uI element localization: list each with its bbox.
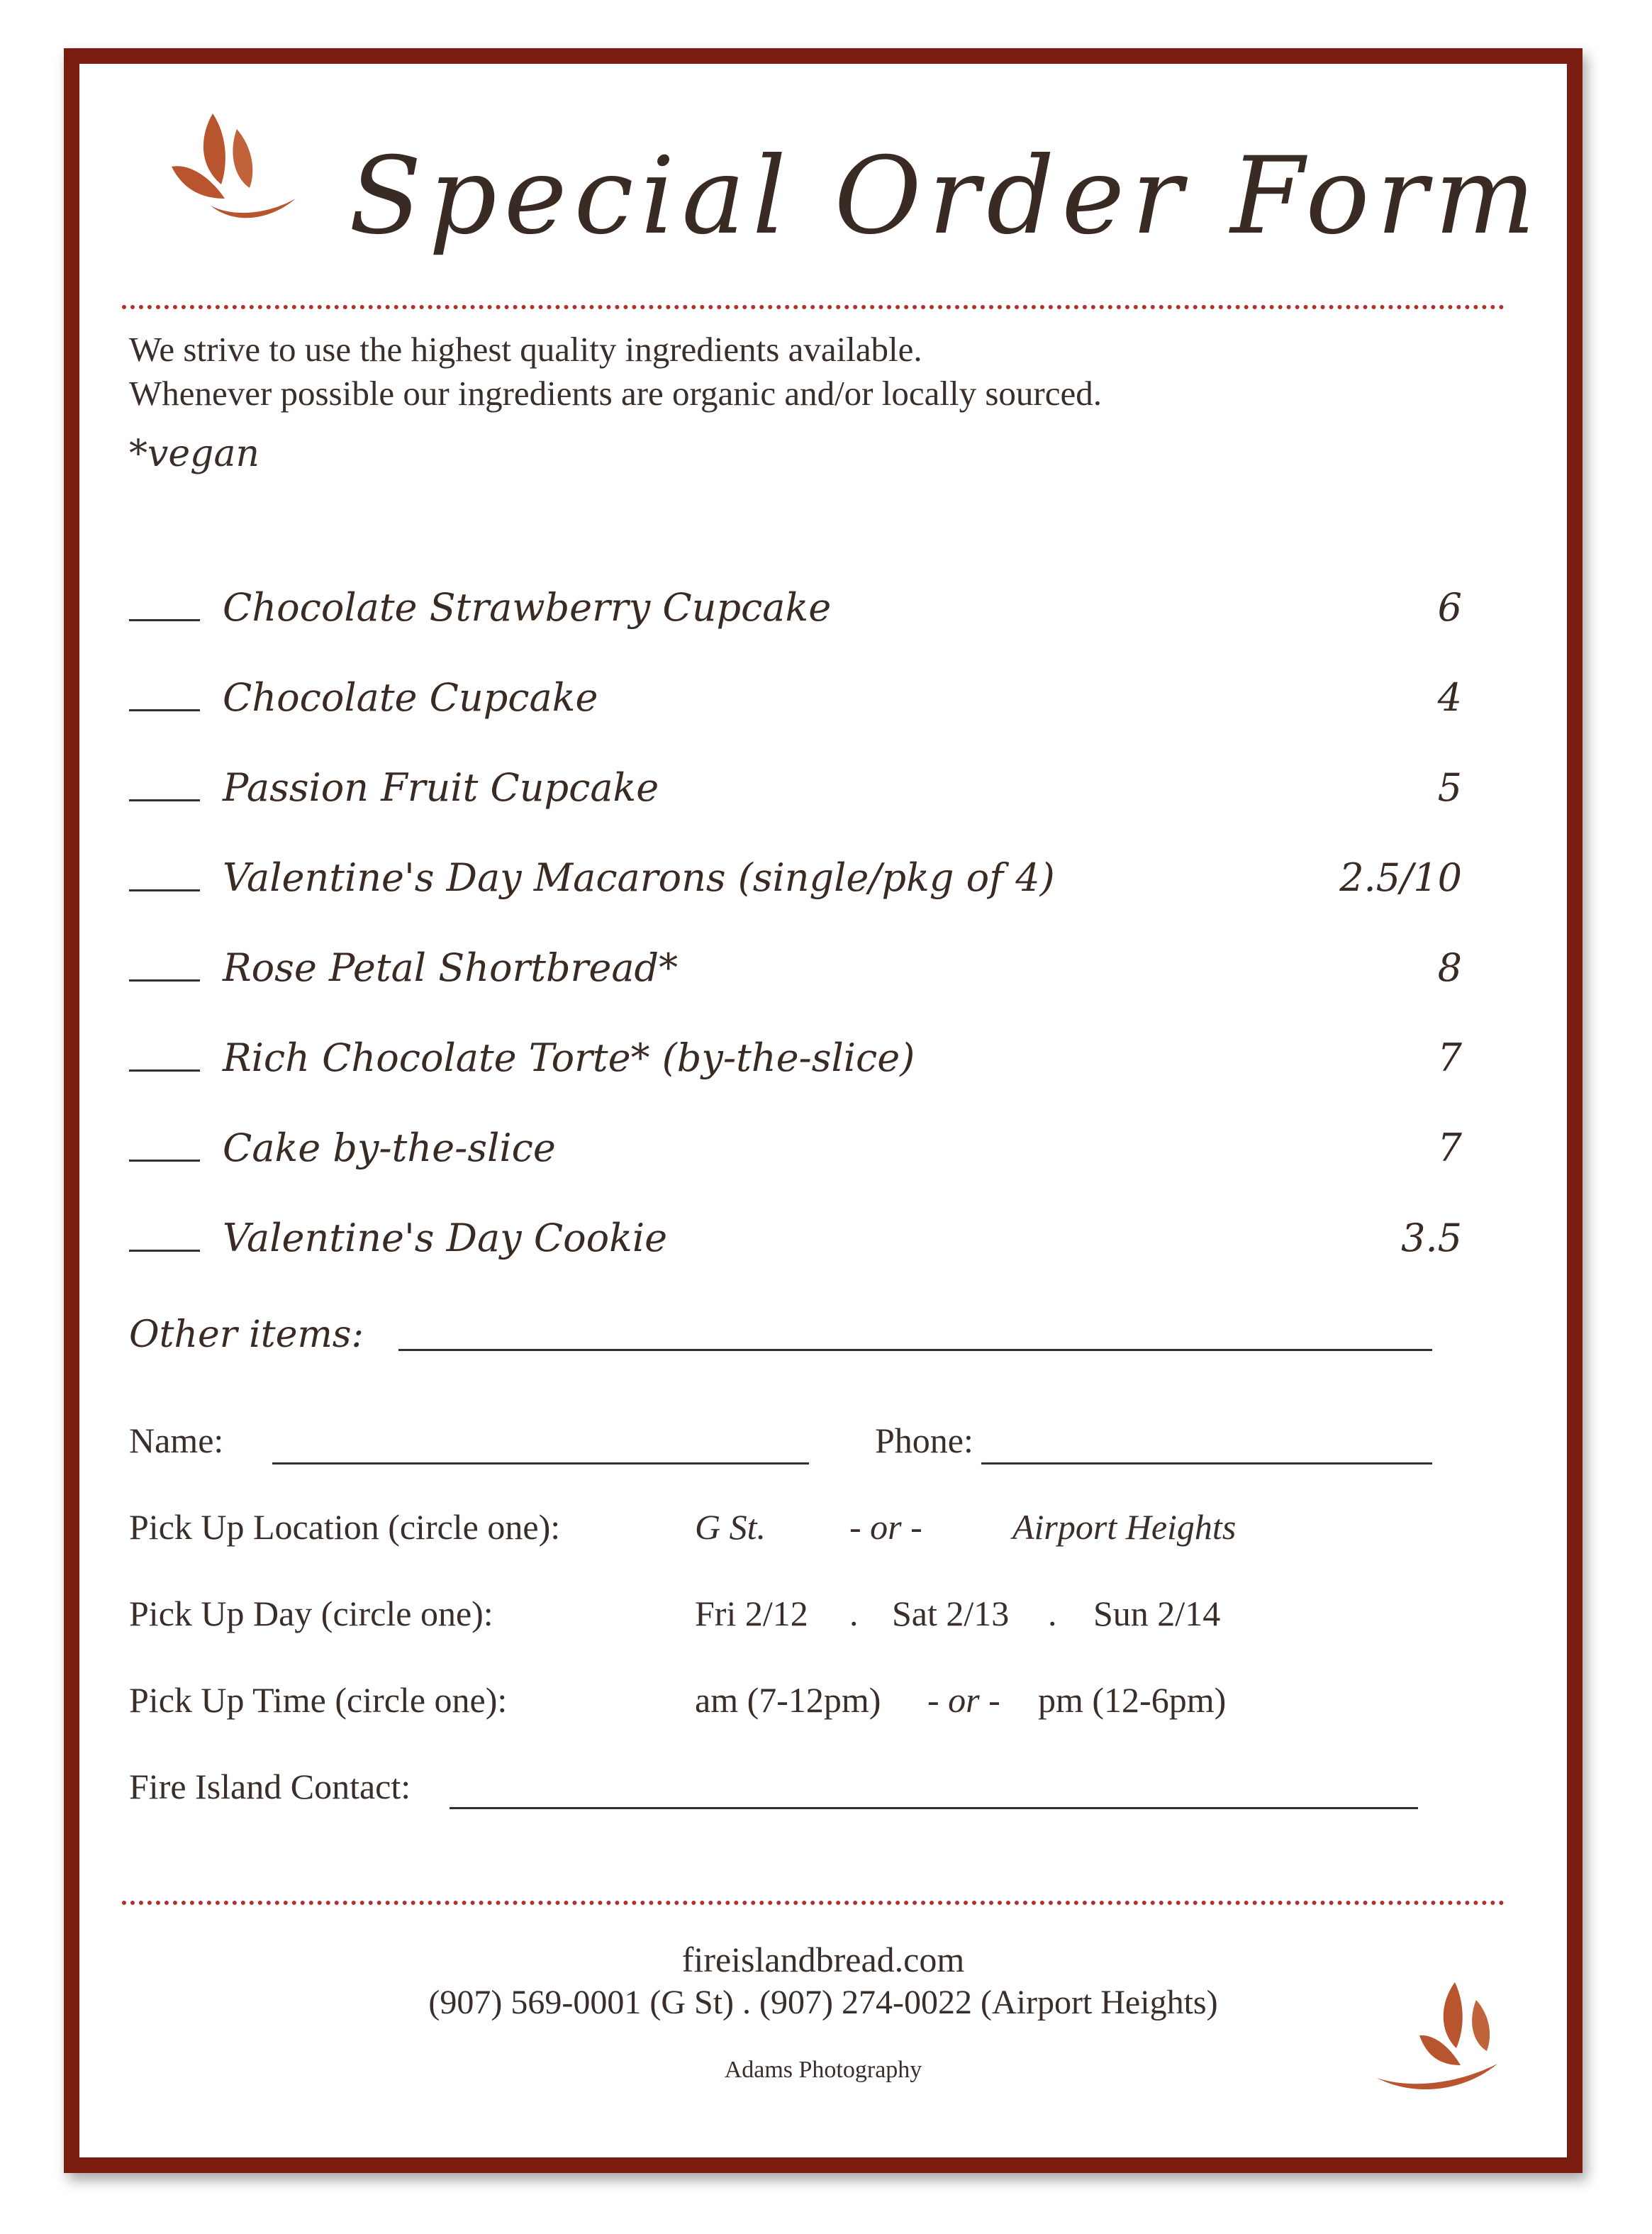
dotted-divider [122, 1901, 1505, 1905]
vegan-note: *vegan [129, 433, 259, 475]
menu-item-name: Passion Fruit Cupcake [223, 765, 659, 810]
menu-item-price: 2.5/10 [1339, 855, 1462, 900]
wheat-leaf-icon [1370, 1972, 1505, 2096]
pickup-location-label: Pick Up Location (circle one): [129, 1507, 561, 1547]
menu-item-price: 3.5 [1401, 1216, 1462, 1260]
form-title: Special Order Form [349, 135, 1543, 258]
quantity-blank[interactable] [129, 889, 200, 891]
name-label: Name: [129, 1421, 224, 1460]
quantity-blank[interactable] [129, 1069, 200, 1072]
other-items-label: Other items: [129, 1313, 364, 1356]
wheat-leaf-icon [157, 99, 306, 234]
quantity-blank[interactable] [129, 619, 200, 621]
menu-item [129, 855, 1462, 912]
phone-field[interactable] [981, 1462, 1432, 1465]
day-option-sun[interactable]: Sun 2/14 [1093, 1594, 1221, 1633]
menu-item [129, 1035, 1462, 1092]
other-items-field[interactable] [398, 1349, 1432, 1351]
or-separator: - or - [927, 1680, 1000, 1720]
menu-item [129, 585, 1462, 642]
pickup-time-label: Pick Up Time (circle one): [129, 1680, 508, 1720]
day-separator: . [849, 1594, 859, 1633]
contact-field[interactable] [450, 1807, 1418, 1809]
dotted-divider [122, 305, 1505, 309]
pickup-day-label: Pick Up Day (circle one): [129, 1594, 493, 1633]
menu-item-name: Rich Chocolate Torte* (by-the-slice) [223, 1035, 915, 1080]
time-option-am[interactable]: am (7-12pm) [695, 1680, 881, 1720]
menu-item-name: Cake by-the-slice [223, 1126, 556, 1170]
menu-item [129, 675, 1462, 732]
quantity-blank[interactable] [129, 1250, 200, 1252]
intro-line-1: We strive to use the highest quality ingredients available. [129, 330, 922, 369]
day-option-fri[interactable]: Fri 2/12 [695, 1594, 808, 1633]
menu-item-price: 7 [1437, 1126, 1462, 1170]
website-link[interactable]: fireislandbread.com [681, 1940, 965, 1979]
menu-item-price: 8 [1437, 945, 1462, 990]
quantity-blank[interactable] [129, 1160, 200, 1162]
name-field[interactable] [272, 1462, 809, 1465]
order-form-sheet [64, 48, 1583, 2173]
or-separator: - or - [849, 1507, 922, 1547]
location-option-airport-heights[interactable]: Airport Heights [1012, 1507, 1237, 1547]
fire-island-contact-label: Fire Island Contact: [129, 1767, 411, 1806]
intro-text [129, 328, 1102, 416]
menu-item [129, 1126, 1462, 1182]
menu-item [129, 1216, 1462, 1272]
photo-credit: Adams Photography [724, 2057, 922, 2083]
menu-item-name: Chocolate Cupcake [223, 675, 598, 720]
menu-item-price: 7 [1437, 1035, 1462, 1080]
time-option-pm[interactable]: pm (12-6pm) [1038, 1680, 1227, 1720]
day-separator: . [1048, 1594, 1057, 1633]
intro-line-2: Whenever possible our ingredients are organic and/or locally sourced. [129, 374, 1102, 413]
menu-item-price: 5 [1437, 765, 1462, 810]
menu-item [129, 945, 1462, 1002]
menu-item-price: 4 [1437, 675, 1462, 720]
menu-item-name: Chocolate Strawberry Cupcake [223, 585, 832, 630]
menu-item [129, 765, 1462, 822]
menu-item-name: Valentine's Day Macarons (single/pkg of 4) [223, 855, 1055, 900]
menu-item-price: 6 [1437, 585, 1462, 630]
day-option-sat[interactable]: Sat 2/13 [892, 1594, 1010, 1633]
menu-item-name: Valentine's Day Cookie [223, 1216, 668, 1260]
quantity-blank[interactable] [129, 709, 200, 711]
location-option-g-st[interactable]: G St. [695, 1507, 766, 1547]
quantity-blank[interactable] [129, 799, 200, 801]
phone-numbers: (907) 569-0001 (G St) . (907) 274-0022 (Airport Heights) [428, 1984, 1218, 2021]
menu-item-name: Rose Petal Shortbread* [223, 945, 679, 990]
quantity-blank[interactable] [129, 979, 200, 982]
phone-label: Phone: [875, 1421, 973, 1460]
